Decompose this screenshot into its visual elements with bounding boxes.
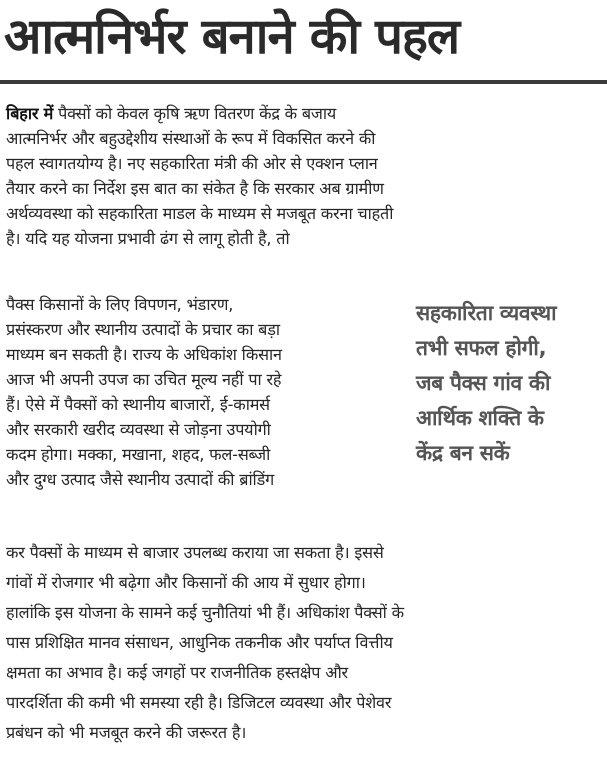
body-line: पास प्रशिक्षित मानव संसाधन, आधुनिक तकनीक और पर्याप्त वित्तीय	[6, 633, 393, 652]
body-line-text: पैक्सों को केवल कृषि ऋण वितरण केंद्र के बजाय	[53, 104, 337, 123]
body-line: अर्थव्यवस्था को सहकारिता माडल के माध्यम से मजबूत करना चाहती	[6, 204, 394, 223]
body-line: आज भी अपनी उपज का उचित मूल्य नहीं पा रहे	[6, 370, 282, 389]
body-line: है। यदि यह योजना प्रभावी ढंग से लागू होती है, तो	[6, 229, 290, 248]
body-line: पहल स्वागतयोग्य है। नए सहकारिता मंत्री की ओर से एक्शन प्लान	[6, 154, 378, 173]
pull-quote-line: जब पैक्स गांव की	[416, 371, 551, 395]
body-line: पारदर्शिता की कमी भी समस्या रही है। डिजिटल व्यवस्था और पेशेवर	[6, 693, 392, 712]
pull-quote-line: केंद्र बन सकें	[416, 441, 510, 465]
pull-quote	[416, 296, 606, 471]
headline: आत्मनिर्भर बनाने की पहल	[4, 8, 460, 65]
body-line: माध्यम बन सकती है। राज्य के अधिकांश किसान	[6, 345, 282, 364]
body-line: हालांकि इस योजना के सामने कई चुनौतियां भी हैं। अधिकांश पैक्सों के	[6, 603, 404, 622]
lead-word: बिहार में	[6, 104, 54, 123]
body-line: हैं। ऐसे में पैक्सों को स्थानीय बाजारों, ई-कामर्स	[6, 395, 270, 414]
body-line: प्रसंस्करण और स्थानीय उत्पादों के प्रचार का बड़ा	[6, 320, 280, 339]
body-line: कदम होगा। मक्का, मखाना, शहद, फल-सब्जी	[6, 445, 271, 464]
body-line	[6, 101, 602, 126]
body-line: तैयार करने का निर्देश इस बात का संकेत है कि सरकार अब ग्रामीण	[6, 179, 384, 198]
body-line: प्रबंधन को भी मजबूत करने की जरूरत है।	[6, 723, 247, 742]
body-line: पैक्स किसानों के लिए विपणन, भंडारण,	[6, 295, 234, 314]
pull-quote-line: तभी सफल होगी,	[416, 336, 547, 360]
body-line: आत्मनिर्भर और बहुउद्देशीय संस्थाओं के रूप में विकसित करने की	[6, 129, 376, 148]
body-line: क्षमता का अभाव है। कई जगहों पर राजनीतिक हस्तक्षेप और	[6, 663, 348, 682]
pull-quote-line: आर्थिक शक्ति के	[416, 406, 544, 430]
body-line: और सरकारी खरीद व्यवस्था से जोड़ना उपयोगी	[6, 420, 271, 439]
body-line: और दुग्ध उत्पाद जैसे स्थानीय उत्पादों की ब्रांडिंग	[6, 470, 275, 489]
pull-quote-line: सहकारिता व्यवस्था	[416, 301, 557, 325]
headline-rule	[0, 80, 607, 84]
body-line: गांवों में रोजगार भी बढ़ेगा और किसानों की आय में सुधार होगा।	[6, 573, 366, 592]
body-line: कर पैक्सों के माध्यम से बाजार उपलब्ध कराया जा सकता है। इससे	[6, 543, 384, 562]
